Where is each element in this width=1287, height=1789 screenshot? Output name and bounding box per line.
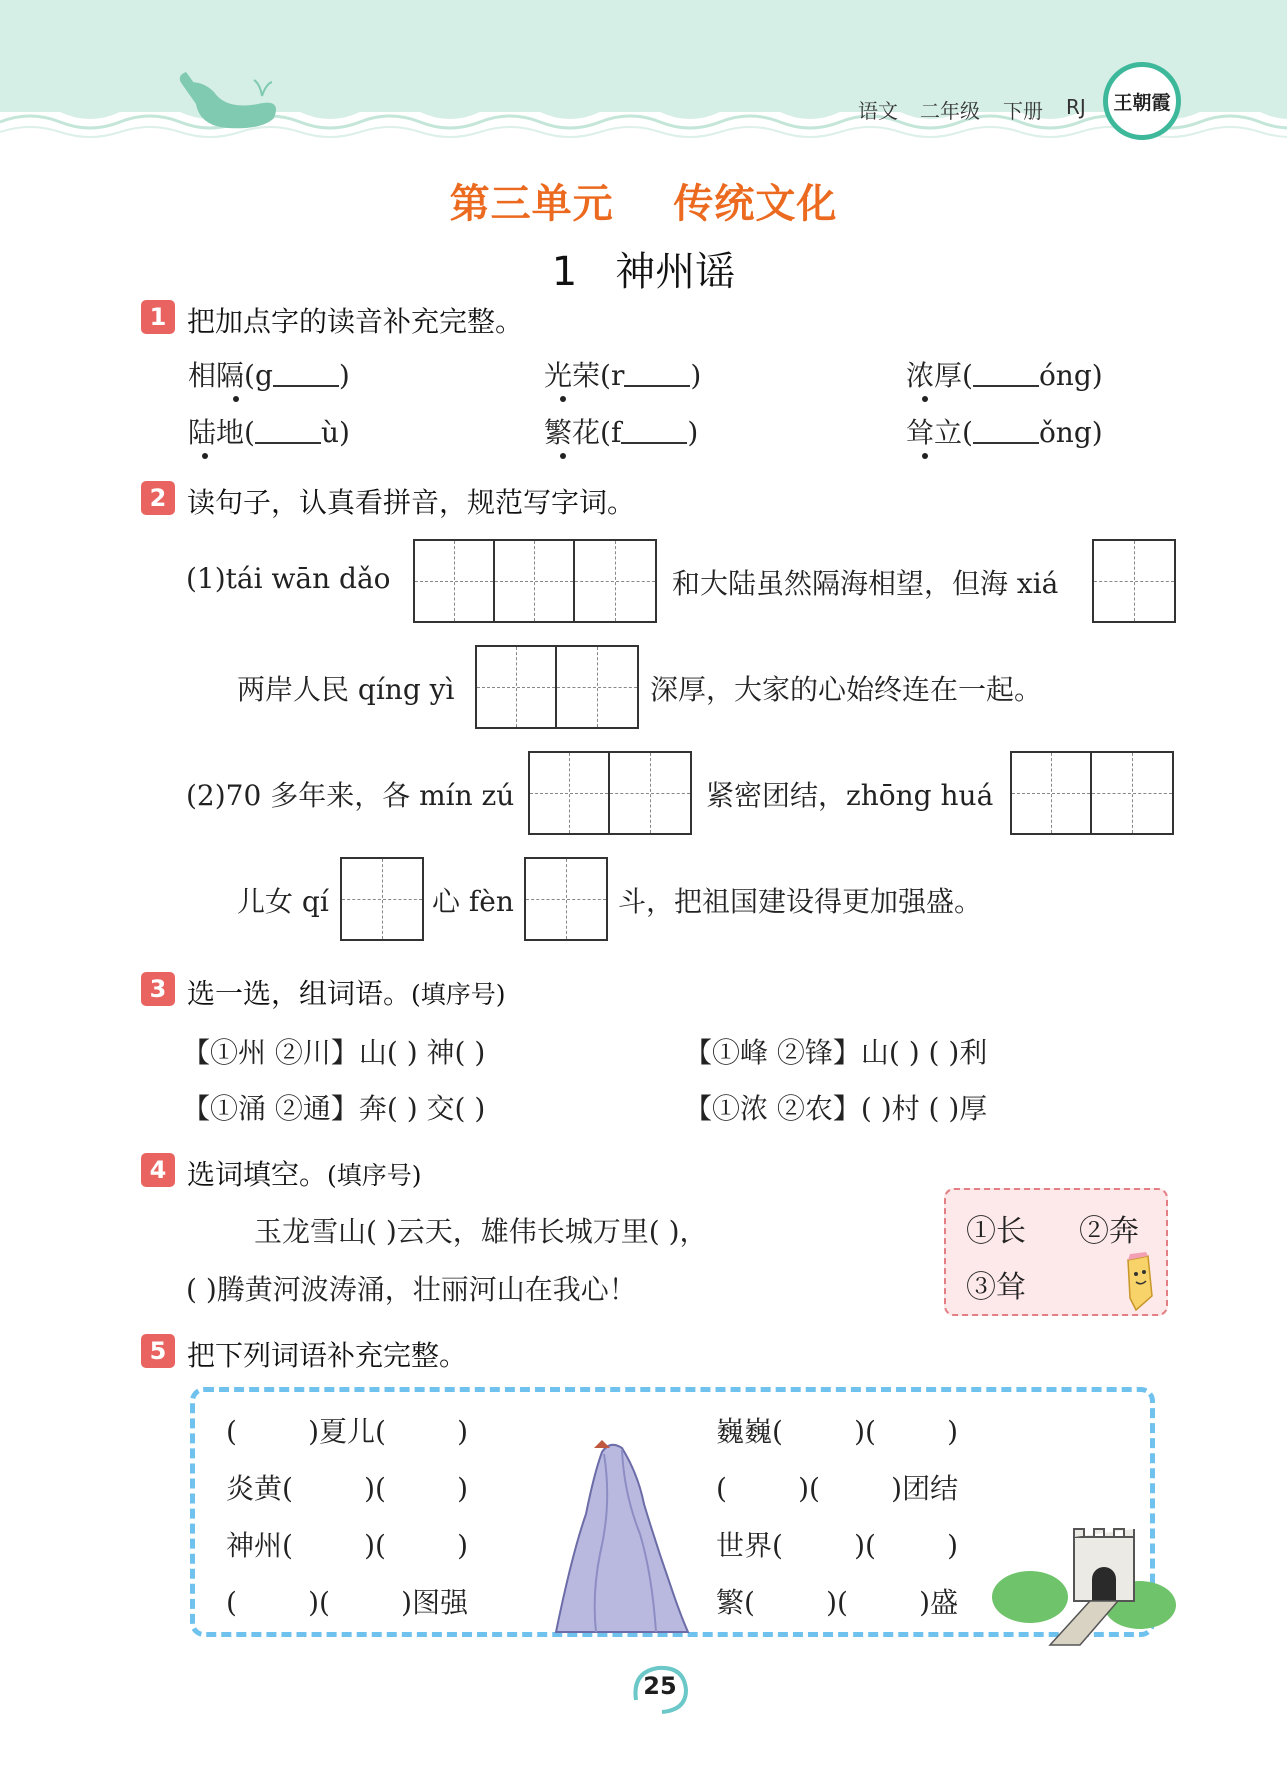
great-wall-icon <box>990 1527 1180 1647</box>
q1-item-5: 繁花(f ) <box>544 416 699 449</box>
page-number: 25 <box>643 1672 677 1700</box>
writing-grid-3[interactable] <box>413 539 657 623</box>
answer-blank[interactable] <box>621 416 687 444</box>
emphasis-dot <box>560 396 566 402</box>
question-5-text: 把下列词语补充完整。 <box>187 1339 468 1372</box>
q5-left-1: ( )夏儿( ) <box>226 1415 469 1448</box>
q2-s2-d: 心 fèn <box>432 885 514 918</box>
q5-right-1: 巍巍( )( ) <box>716 1415 959 1448</box>
writing-grid-2[interactable] <box>1010 751 1174 835</box>
emphasis-dot <box>922 453 928 459</box>
q3-row1-left: 【①州 ②川】山( ) 神( ) <box>182 1036 486 1069</box>
emphasis-dot <box>233 396 239 402</box>
q5-right-2: ( )( )团结 <box>716 1472 959 1505</box>
question-5-number: 5 <box>141 1334 175 1368</box>
q1-item-6: 耸立( ǒng) <box>906 416 1103 449</box>
q5-right-4: 繁( )( )盛 <box>716 1586 959 1619</box>
header-wave-band <box>0 0 1287 150</box>
mountain-peak-icon <box>552 1434 692 1634</box>
q1-item-2: 光荣(r ) <box>544 359 702 392</box>
question-4-number: 4 <box>141 1153 175 1187</box>
q1-item-1: 相隔(g ) <box>188 359 350 392</box>
header-subject: 语文 <box>858 99 898 123</box>
emphasis-dot <box>922 396 928 402</box>
q2-s1-d: 深厚，大家的心始终连在一起。 <box>650 673 1043 706</box>
question-3-text: 选一选，组词语。(填序号) <box>187 977 506 1010</box>
question-4-text: 选词填空。(填序号) <box>187 1158 422 1191</box>
q2-s1-a: (1)tái wān dǎo <box>186 562 391 595</box>
publisher-logo <box>1103 62 1181 140</box>
q5-right-3: 世界( )( ) <box>716 1529 959 1562</box>
q5-left-4: ( )( )图强 <box>226 1586 469 1619</box>
question-2-number: 2 <box>141 481 175 515</box>
question-2-text: 读句子，认真看拼音，规范写字词。 <box>187 486 636 519</box>
answer-blank[interactable] <box>255 416 321 444</box>
q3-row2-right: 【①浓 ②农】( )村 ( )厚 <box>684 1092 988 1125</box>
emphasis-dot <box>202 453 208 459</box>
word-options-box <box>944 1188 1168 1316</box>
unit-title: 第三单元 传统文化 <box>449 181 838 227</box>
header-grade: 二年级 <box>920 99 980 123</box>
q5-left-2: 炎黄( )( ) <box>226 1472 469 1505</box>
q3-row2-left: 【①涌 ②通】奔( ) 交( ) <box>182 1092 486 1125</box>
option-2: ②奔 <box>1079 1214 1139 1249</box>
q1-item-3: 浓厚( óng) <box>906 359 1103 392</box>
pencil-mascot-icon <box>1118 1252 1162 1312</box>
q2-s2-e: 斗，把祖国建设得更加强盛。 <box>618 885 983 918</box>
writing-grid-2[interactable] <box>528 751 692 835</box>
q4-line-2: ( )腾黄河波涛涌，壮丽河山在我心！ <box>186 1273 637 1306</box>
answer-blank[interactable] <box>624 359 690 387</box>
question-1-text: 把加点字的读音补充完整。 <box>187 305 524 338</box>
writing-grid-1[interactable] <box>1092 539 1176 623</box>
option-3: ③耸 <box>966 1270 1026 1305</box>
q2-s1-c: 两岸人民 qíng yì <box>237 673 455 706</box>
publisher-logo-text: 王朝霞 <box>1113 91 1171 114</box>
q4-line-1: 玉龙雪山( )云天，雄伟长城万里( )， <box>254 1215 708 1248</box>
emphasis-dot <box>560 453 566 459</box>
q2-s2-b: 紧密团结，zhōng huá <box>706 779 994 812</box>
answer-blank[interactable] <box>973 416 1039 444</box>
option-1: ①长 <box>966 1214 1026 1249</box>
question-1-number: 1 <box>141 300 175 334</box>
q3-row1-right: 【①峰 ②锋】山( ) ( )利 <box>684 1036 988 1069</box>
answer-blank[interactable] <box>273 359 339 387</box>
answer-blank[interactable] <box>973 359 1039 387</box>
q2-s2-c: 儿女 qí <box>237 885 329 918</box>
writing-grid-1[interactable] <box>524 857 608 941</box>
q2-s2-a: (2)70 多年来，各 mín zú <box>186 779 515 812</box>
question-3-number: 3 <box>141 972 175 1006</box>
writing-grid-2[interactable] <box>475 645 639 729</box>
q2-s1-b: 和大陆虽然隔海相望，但海 xiá <box>672 567 1059 600</box>
header-edition: RJ <box>1066 95 1086 119</box>
header-volume: 下册 <box>1003 99 1043 123</box>
q1-item-4: 陆地( ù) <box>188 416 350 449</box>
lesson-title: 1 神州谣 <box>551 249 736 295</box>
q5-left-3: 神州( )( ) <box>226 1529 469 1562</box>
writing-grid-1[interactable] <box>340 857 424 941</box>
